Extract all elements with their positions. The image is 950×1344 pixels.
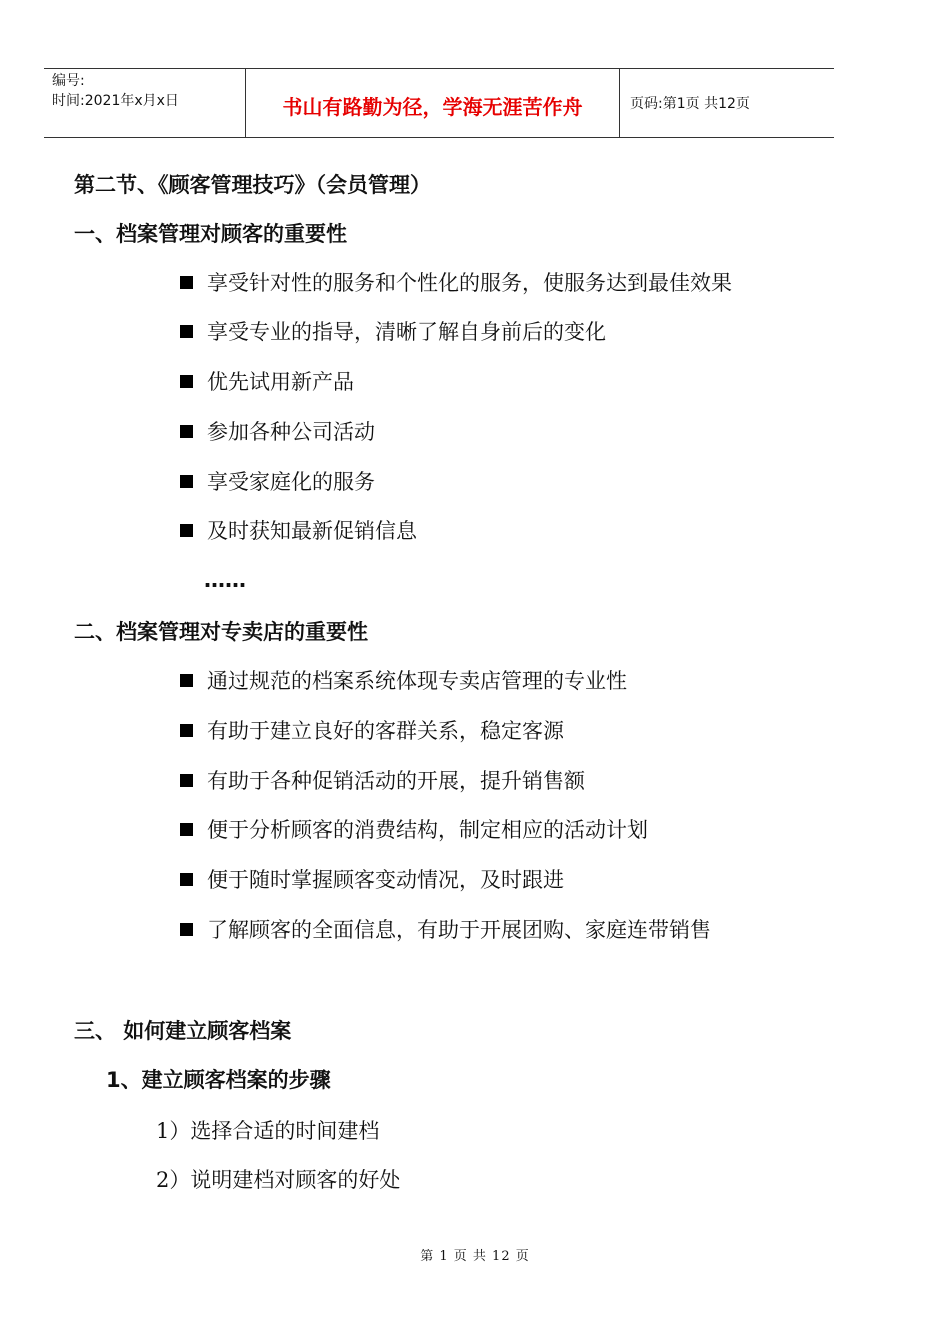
list-item: 优先试用新产品 bbox=[180, 368, 354, 396]
step-item: 1）选择合适的时间建档 bbox=[156, 1119, 380, 1143]
page-footer: 第 1 页 共 12 页 bbox=[420, 1249, 530, 1264]
part3-subheading: 1、建立顾客档案的步骤 bbox=[106, 1068, 331, 1092]
square-bullet-icon bbox=[180, 774, 193, 787]
square-bullet-icon bbox=[180, 276, 193, 289]
square-bullet-icon bbox=[180, 923, 193, 936]
list-item: 有助于建立良好的客群关系，稳定客源 bbox=[180, 717, 564, 745]
list-item: 便于分析顾客的消费结构，制定相应的活动计划 bbox=[180, 816, 648, 844]
ellipsis: …… bbox=[204, 568, 246, 592]
part2-heading: 二、档案管理对专卖店的重要性 bbox=[74, 620, 368, 644]
step-item: 2）说明建档对顾客的好处 bbox=[156, 1168, 401, 1192]
square-bullet-icon bbox=[180, 823, 193, 836]
square-bullet-icon bbox=[180, 325, 193, 338]
document-header bbox=[44, 68, 834, 138]
header-page-number: 页码:第1页 共12页 bbox=[630, 96, 750, 112]
header-motto: 书山有路勤为径，学海无涯苦作舟 bbox=[282, 95, 583, 119]
part1-heading: 一、档案管理对顾客的重要性 bbox=[74, 222, 347, 246]
square-bullet-icon bbox=[180, 524, 193, 537]
part3-heading: 三、 如何建立顾客档案 bbox=[74, 1019, 292, 1043]
list-item: 通过规范的档案系统体现专卖店管理的专业性 bbox=[180, 667, 627, 695]
list-item: 享受针对性的服务和个性化的服务，使服务达到最佳效果 bbox=[180, 269, 732, 297]
header-meta-cell bbox=[44, 69, 246, 137]
document-time-label: 时间:2021年x月x日 bbox=[52, 93, 179, 109]
square-bullet-icon bbox=[180, 475, 193, 488]
square-bullet-icon bbox=[180, 674, 193, 687]
list-item: 及时获知最新促销信息 bbox=[180, 517, 417, 545]
list-item: 有助于各种促销活动的开展，提升销售额 bbox=[180, 767, 585, 795]
document-number-label: 编号: bbox=[52, 73, 85, 89]
square-bullet-icon bbox=[180, 375, 193, 388]
header-page-cell bbox=[620, 69, 834, 137]
list-item: 便于随时掌握顾客变动情况，及时跟进 bbox=[180, 866, 564, 894]
square-bullet-icon bbox=[180, 873, 193, 886]
section-title: 第二节、《顾客管理技巧》（会员管理） bbox=[74, 173, 431, 197]
square-bullet-icon bbox=[180, 425, 193, 438]
list-item: 享受专业的指导，清晰了解自身前后的变化 bbox=[180, 318, 606, 346]
list-item: 了解顾客的全面信息，有助于开展团购、家庭连带销售 bbox=[180, 916, 711, 944]
list-item: 享受家庭化的服务 bbox=[180, 468, 375, 496]
header-motto-cell bbox=[246, 69, 620, 137]
list-item: 参加各种公司活动 bbox=[180, 418, 375, 446]
square-bullet-icon bbox=[180, 724, 193, 737]
